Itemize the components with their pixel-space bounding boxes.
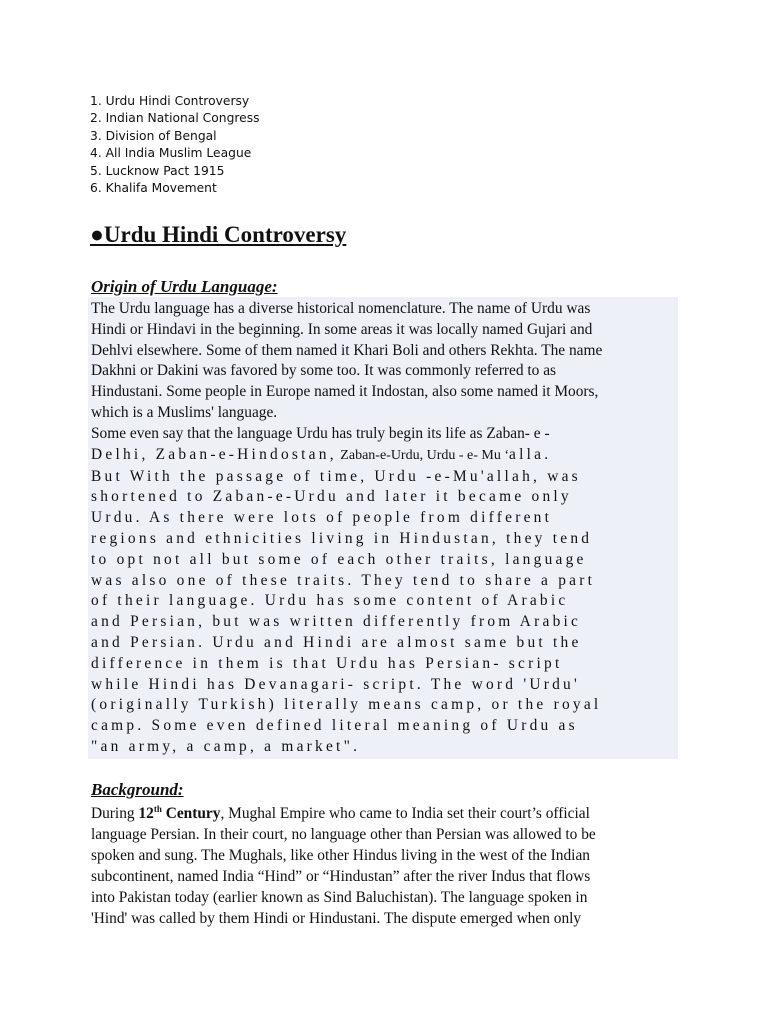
toc-item: 1. Urdu Hindi Controversy — [90, 94, 250, 108]
toc-item: 6. Khalifa Movement — [90, 181, 217, 196]
text-line: subcontinent, named India “Hind” or “Hindustan” after the river Indus that flows — [91, 867, 591, 885]
main-heading: ●Urdu Hindi Controversy — [90, 222, 347, 247]
text-line: Dehlvi elsewhere. Some of them named it Khari Boli and others Rekhta. The name — [91, 341, 603, 359]
text-line: (originally Turkish) literally means camp, or the royal — [91, 696, 602, 714]
text-line: Hindustani. Some people in Europe named it Indostan, also some named it Moors, — [91, 383, 599, 401]
text-line: regions and ethnicities living in Hindustan, they tend — [91, 529, 593, 547]
text-span: Delhi, Zaban-e-Hindostan, — [91, 445, 337, 463]
text-line: of their language. Urdu has some content of Arabic — [91, 592, 569, 610]
table-of-contents — [90, 93, 260, 197]
text-line: difference in them is that Urdu has Persian- script — [91, 654, 563, 672]
text-span: Zaban-e-Urdu, Urdu - e- Mu ‘ — [336, 447, 510, 463]
text-line: was also one of these traits. They tend to share a part — [91, 571, 596, 589]
text-line: shortened to Zaban-e-Urdu and later it became only — [91, 488, 572, 506]
background-paragraph — [91, 804, 676, 929]
section-heading-background: Background: — [91, 780, 184, 799]
century-suffix: th — [153, 803, 162, 814]
text-line: Urdu. As there were lots of people from different — [91, 509, 553, 527]
text-line: camp. Some even defined literal meaning of Urdu as — [91, 717, 578, 735]
section-heading-origin: Origin of Urdu Language: — [91, 277, 278, 296]
text-line: spoken and sung. The Mughals, like other Hindus living in the west of the Indian — [91, 846, 590, 864]
toc-item: 4. All India Muslim League — [90, 146, 252, 161]
text-span: , Mughal Empire who came to India set their court’s official — [220, 805, 590, 822]
century-superscript — [154, 804, 162, 814]
toc-item: 5. Lucknow Pact 1915 — [90, 163, 225, 178]
century-word: Century — [161, 805, 221, 822]
toc-item: 2. Indian National Congress — [90, 111, 260, 126]
text-line: to opt not all but some of each other traits, language — [91, 550, 587, 568]
text-line: 'Hind' was called by them Hindi or Hindustani. The dispute emerged when only — [91, 909, 582, 927]
text-line: language Persian. In their court, no language other than Persian was allowed to be — [91, 825, 596, 843]
text-line: which is a Muslims' language. — [91, 403, 278, 421]
text-line: The Urdu language has a diverse historical nomenclature. The name of Urdu was — [91, 300, 591, 317]
origin-paragraph-2 — [91, 424, 676, 758]
text-line: But With the passage of time, Urdu -e-Mu'allah, was — [91, 467, 581, 485]
text-line: into Pakistan today (earlier known as Sind Baluchistan). The language spoken in — [91, 888, 588, 906]
text-span: alla. — [509, 445, 552, 463]
text-line: Hindi or Hindavi in the beginning. In some areas it was locally named Gujari and — [91, 320, 593, 338]
text-line: Dakhni or Dakini was favored by some too. It was commonly referred to as — [91, 362, 557, 380]
text-line: Some even say that the language Urdu has truly begin its life as Zaban- e - — [91, 425, 550, 442]
toc-item: 3. Division of Bengal — [90, 128, 217, 143]
text-line: and Persian. Urdu and Hindi are almost same but the — [91, 633, 582, 651]
text-span: During — [91, 805, 139, 822]
text-line-mixed — [91, 445, 676, 467]
text-line: and Persian, but was written differently from Arabic — [91, 613, 582, 631]
text-line: while Hindi has Devanagari- script. The word 'Urdu' — [91, 675, 580, 693]
text-line-first — [91, 804, 676, 825]
text-line: "an army, a camp, a market". — [91, 737, 361, 755]
origin-paragraph-1 — [91, 299, 676, 424]
century-number: 12 — [138, 805, 154, 822]
